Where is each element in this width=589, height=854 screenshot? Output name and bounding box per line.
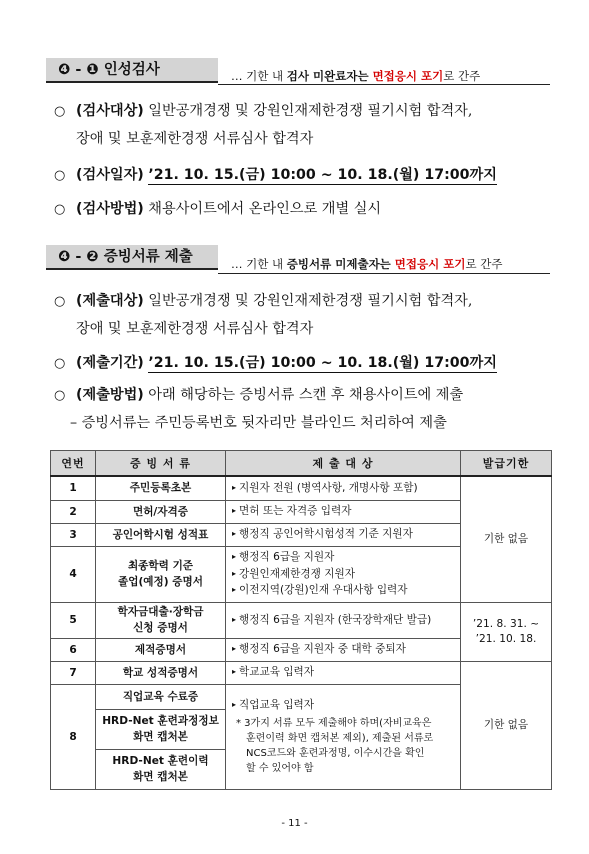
section-heading-documents: ❹ - ❷ 증빙서류 제출 [46,245,218,270]
row-no: 4 [51,546,96,602]
section-note: … 기한 내 증빙서류 미제출자는 면접응시 포기로 간주 [231,257,503,271]
row-document: HRD-Net 훈련이력 화면 캡처본 [96,749,226,789]
row-target: ▸ 행정직 6급을 지원자 중 대학 중퇴자 [226,638,461,661]
deadline-range: ’21. 8. 31. ~ ’21. 10. 18. [461,602,552,661]
row-target: ▸ 행정직 6급을 지원자 ▸ 강원인재제한경쟁 지원자 ▸ 이전지역(강원)인재 우대사항 입력자 [226,546,461,602]
row-no: 2 [51,500,96,523]
row-document: 공인어학시험 성적표 [96,523,226,546]
deadline-none: 기한 없음 [461,661,552,789]
row-target: ▸ 직업교육 입력자 * 3가지 서류 모두 제출해야 하며(자비교육은 훈련이력 화면 캡처본 제외), 제출된 서류로 NCS코드와 훈련과정명, 이수시간을 확인 할 수 있어야 함 [226,684,461,789]
table-header-row [51,451,552,477]
deadline-none: 기한 없음 [461,476,552,602]
test-date-row: ○ (검사일자) ’21. 10. 15.(금) 10:00 ~ 10. 18.(월) 17:00까지 [54,167,497,183]
row-document: 학자금대출·장학금 신청 증명서 [96,602,226,638]
col-header-target: 제 출 대 상 [226,451,461,477]
row-document: HRD-Net 훈련과정정보 화면 캡처본 [96,709,226,749]
row-document: 최종학력 기준 졸업(예정) 증명서 [96,546,226,602]
section-heading-personality-test: ❹ - ❶ 인성검사 [46,58,218,83]
table-row [51,602,552,638]
table-row [51,476,552,500]
row-no: 3 [51,523,96,546]
row-no: 5 [51,602,96,638]
col-header-document: 증 빙 서 류 [96,451,226,477]
row-target: ▸ 면허 또는 자격증 입력자 [226,500,461,523]
row-document: 제적증명서 [96,638,226,661]
row-document: 주민등록초본 [96,476,226,500]
row-no: 7 [51,661,96,684]
submit-target-cont: 장애 및 보훈제한경쟁 서류심사 합격자 [76,321,314,337]
submit-method-row: ○ (제출방법) 아래 해당하는 증빙서류 스캔 후 채용사이트에 제출 [54,387,464,403]
row-target: ▸ 행정직 공인어학시험성적 기준 지원자 [226,523,461,546]
row-document: 학교 성적증명서 [96,661,226,684]
page-number: - 11 - [281,818,308,829]
row-document: 직업교육 수료증 [96,684,226,709]
documents-table [50,450,552,790]
section-divider [218,273,550,274]
section-note: … 기한 내 검사 미완료자는 면접응시 포기로 간주 [231,69,481,83]
row-document: 면허/자격증 [96,500,226,523]
table-row [51,661,552,684]
section-divider [218,84,550,85]
submit-target-row: ○ (제출대상) 일반공개경쟁 및 강원인재제한경쟁 필기시험 합격자, [54,293,473,309]
test-target-row: ○ (검사대상) 일반공개경쟁 및 강원인재제한경쟁 필기시험 합격자, [54,103,473,119]
col-header-no: 연번 [51,451,96,477]
row-no: 6 [51,638,96,661]
row-target: ▸ 학교교육 입력자 [226,661,461,684]
test-target-cont: 장애 및 보훈제한경쟁 서류심사 합격자 [76,131,314,147]
row-target: ▸ 지원자 전원 (병역사항, 개명사항 포함) [226,476,461,500]
submit-method-note: – 증빙서류는 주민등록번호 뒷자리만 블라인드 처리하여 제출 [70,415,447,431]
row-no: 1 [51,476,96,500]
row-target: ▸ 행정직 6급을 지원자 (한국장학재단 발급) [226,602,461,638]
test-method-row: ○ (검사방법) 채용사이트에서 온라인으로 개별 실시 [54,201,382,217]
row-no: 8 [51,684,96,789]
submit-period-row: ○ (제출기간) ’21. 10. 15.(금) 10:00 ~ 10. 18.(월) 17:00까지 [54,355,497,371]
col-header-deadline: 발급기한 [461,451,552,477]
